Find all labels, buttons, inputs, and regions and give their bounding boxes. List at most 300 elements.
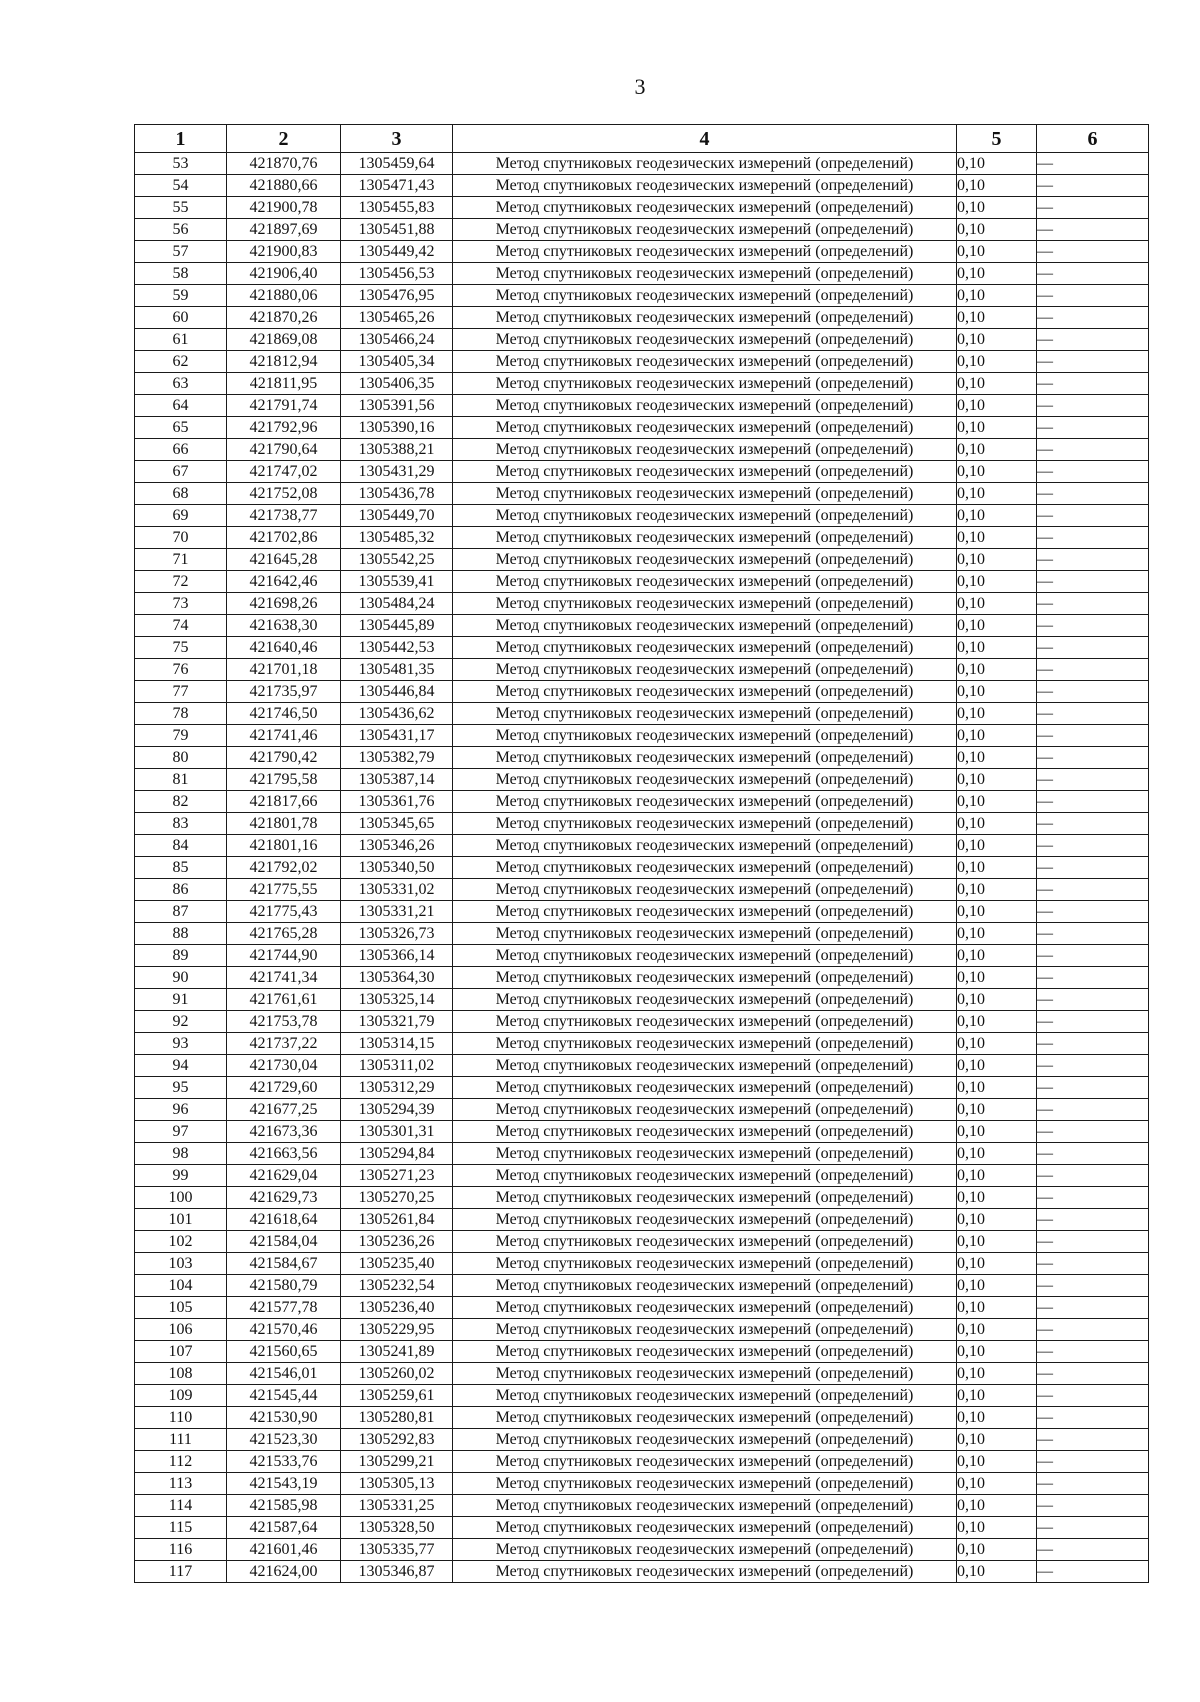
cell-accuracy: 0,10 — [957, 659, 1037, 681]
table-row — [135, 1077, 1149, 1099]
cell-point-number: 81 — [135, 769, 227, 791]
cell-point-number: 87 — [135, 901, 227, 923]
cell-point-number: 106 — [135, 1319, 227, 1341]
cell-accuracy: 0,10 — [957, 373, 1037, 395]
cell-coordinate-x: 421584,67 — [227, 1253, 341, 1275]
table-row — [135, 1429, 1149, 1451]
cell-coordinate-y: 1305271,23 — [341, 1165, 453, 1187]
table-row — [135, 1011, 1149, 1033]
column-header-1: 1 — [135, 125, 227, 153]
cell-coordinate-y: 1305445,89 — [341, 615, 453, 637]
table-row — [135, 505, 1149, 527]
cell-coordinate-y: 1305449,42 — [341, 241, 453, 263]
cell-description: — — [1037, 1297, 1149, 1319]
cell-point-number: 86 — [135, 879, 227, 901]
column-header-5: 5 — [957, 125, 1037, 153]
table-row — [135, 901, 1149, 923]
cell-point-number: 53 — [135, 153, 227, 175]
cell-description: — — [1037, 395, 1149, 417]
cell-method: Метод спутниковых геодезических измерений (определений) — [453, 153, 957, 175]
cell-point-number: 108 — [135, 1363, 227, 1385]
cell-coordinate-x: 421906,40 — [227, 263, 341, 285]
table-row — [135, 879, 1149, 901]
cell-coordinate-x: 421775,55 — [227, 879, 341, 901]
table-row — [135, 373, 1149, 395]
cell-description: — — [1037, 263, 1149, 285]
cell-point-number: 116 — [135, 1539, 227, 1561]
cell-coordinate-x: 421543,19 — [227, 1473, 341, 1495]
cell-method: Метод спутниковых геодезических измерений (определений) — [453, 329, 957, 351]
cell-description: — — [1037, 791, 1149, 813]
cell-description: — — [1037, 1143, 1149, 1165]
cell-method: Метод спутниковых геодезических измерений (определений) — [453, 1187, 957, 1209]
cell-point-number: 93 — [135, 1033, 227, 1055]
cell-method: Метод спутниковых геодезических измерений (определений) — [453, 593, 957, 615]
cell-coordinate-x: 421812,94 — [227, 351, 341, 373]
table-row — [135, 329, 1149, 351]
cell-accuracy: 0,10 — [957, 1517, 1037, 1539]
cell-accuracy: 0,10 — [957, 1539, 1037, 1561]
cell-description: — — [1037, 1121, 1149, 1143]
cell-description: — — [1037, 219, 1149, 241]
cell-method: Метод спутниковых геодезических измерений (определений) — [453, 791, 957, 813]
cell-accuracy: 0,10 — [957, 439, 1037, 461]
column-header-4: 4 — [453, 125, 957, 153]
cell-point-number: 97 — [135, 1121, 227, 1143]
cell-coordinate-x: 421880,06 — [227, 285, 341, 307]
cell-coordinate-x: 421737,22 — [227, 1033, 341, 1055]
cell-description: — — [1037, 461, 1149, 483]
cell-description: — — [1037, 285, 1149, 307]
cell-point-number: 101 — [135, 1209, 227, 1231]
cell-coordinate-x: 421587,64 — [227, 1517, 341, 1539]
cell-coordinate-x: 421880,66 — [227, 175, 341, 197]
cell-method: Метод спутниковых геодезических измерений (определений) — [453, 923, 957, 945]
cell-method: Метод спутниковых геодезических измерений (определений) — [453, 197, 957, 219]
cell-point-number: 113 — [135, 1473, 227, 1495]
cell-coordinate-y: 1305431,17 — [341, 725, 453, 747]
cell-point-number: 61 — [135, 329, 227, 351]
cell-accuracy: 0,10 — [957, 857, 1037, 879]
cell-coordinate-x: 421869,08 — [227, 329, 341, 351]
cell-description: — — [1037, 1517, 1149, 1539]
cell-coordinate-x: 421642,46 — [227, 571, 341, 593]
cell-accuracy: 0,10 — [957, 835, 1037, 857]
cell-point-number: 117 — [135, 1561, 227, 1583]
cell-coordinate-y: 1305366,14 — [341, 945, 453, 967]
cell-description: — — [1037, 857, 1149, 879]
cell-coordinate-x: 421545,44 — [227, 1385, 341, 1407]
cell-coordinate-x: 421530,90 — [227, 1407, 341, 1429]
cell-point-number: 71 — [135, 549, 227, 571]
cell-method: Метод спутниковых геодезических измерений (определений) — [453, 1253, 957, 1275]
cell-point-number: 64 — [135, 395, 227, 417]
cell-coordinate-y: 1305361,76 — [341, 791, 453, 813]
cell-coordinate-y: 1305442,53 — [341, 637, 453, 659]
cell-coordinate-y: 1305449,70 — [341, 505, 453, 527]
cell-point-number: 77 — [135, 681, 227, 703]
cell-accuracy: 0,10 — [957, 351, 1037, 373]
cell-point-number: 75 — [135, 637, 227, 659]
table-row — [135, 1275, 1149, 1297]
table-row — [135, 1495, 1149, 1517]
cell-method: Метод спутниковых геодезических измерений (определений) — [453, 241, 957, 263]
cell-accuracy: 0,10 — [957, 1561, 1037, 1583]
cell-point-number: 95 — [135, 1077, 227, 1099]
cell-description: — — [1037, 593, 1149, 615]
cell-method: Метод спутниковых геодезических измерений (определений) — [453, 967, 957, 989]
cell-method: Метод спутниковых геодезических измерений (определений) — [453, 813, 957, 835]
cell-accuracy: 0,10 — [957, 197, 1037, 219]
cell-accuracy: 0,10 — [957, 549, 1037, 571]
cell-method: Метод спутниковых геодезических измерений (определений) — [453, 1055, 957, 1077]
cell-method: Метод спутниковых геодезических измерений (определений) — [453, 1363, 957, 1385]
cell-description: — — [1037, 1429, 1149, 1451]
cell-method: Метод спутниковых геодезических измерений (определений) — [453, 857, 957, 879]
table-row — [135, 1539, 1149, 1561]
cell-accuracy: 0,10 — [957, 879, 1037, 901]
cell-point-number: 59 — [135, 285, 227, 307]
cell-coordinate-y: 1305340,50 — [341, 857, 453, 879]
cell-description: — — [1037, 1099, 1149, 1121]
cell-description: — — [1037, 769, 1149, 791]
cell-coordinate-x: 421629,04 — [227, 1165, 341, 1187]
cell-accuracy: 0,10 — [957, 945, 1037, 967]
cell-coordinate-x: 421746,50 — [227, 703, 341, 725]
cell-coordinate-x: 421747,02 — [227, 461, 341, 483]
cell-coordinate-y: 1305405,34 — [341, 351, 453, 373]
cell-description: — — [1037, 615, 1149, 637]
cell-accuracy: 0,10 — [957, 175, 1037, 197]
table-row — [135, 285, 1149, 307]
table-row — [135, 835, 1149, 857]
cell-accuracy: 0,10 — [957, 989, 1037, 1011]
cell-method: Метод спутниковых геодезических измерений (определений) — [453, 1143, 957, 1165]
cell-accuracy: 0,10 — [957, 703, 1037, 725]
cell-coordinate-x: 421701,18 — [227, 659, 341, 681]
cell-point-number: 104 — [135, 1275, 227, 1297]
cell-description: — — [1037, 1033, 1149, 1055]
table-row — [135, 857, 1149, 879]
cell-description: — — [1037, 1077, 1149, 1099]
cell-coordinate-x: 421791,74 — [227, 395, 341, 417]
cell-coordinate-x: 421792,96 — [227, 417, 341, 439]
cell-method: Метод спутниковых геодезических измерений (определений) — [453, 637, 957, 659]
cell-point-number: 91 — [135, 989, 227, 1011]
cell-coordinate-y: 1305241,89 — [341, 1341, 453, 1363]
cell-coordinate-x: 421533,76 — [227, 1451, 341, 1473]
cell-point-number: 67 — [135, 461, 227, 483]
table-row — [135, 1187, 1149, 1209]
cell-coordinate-x: 421801,78 — [227, 813, 341, 835]
cell-accuracy: 0,10 — [957, 725, 1037, 747]
cell-method: Метод спутниковых геодезических измерений (определений) — [453, 483, 957, 505]
cell-coordinate-x: 421741,34 — [227, 967, 341, 989]
table-row — [135, 1341, 1149, 1363]
cell-coordinate-y: 1305260,02 — [341, 1363, 453, 1385]
cell-coordinate-x: 421677,25 — [227, 1099, 341, 1121]
cell-coordinate-y: 1305235,40 — [341, 1253, 453, 1275]
cell-coordinate-x: 421585,98 — [227, 1495, 341, 1517]
cell-description: — — [1037, 879, 1149, 901]
cell-point-number: 115 — [135, 1517, 227, 1539]
table-row — [135, 1099, 1149, 1121]
cell-point-number: 58 — [135, 263, 227, 285]
cell-coordinate-y: 1305455,83 — [341, 197, 453, 219]
cell-coordinate-x: 421765,28 — [227, 923, 341, 945]
table-row — [135, 791, 1149, 813]
table-row — [135, 1055, 1149, 1077]
cell-coordinate-x: 421624,00 — [227, 1561, 341, 1583]
cell-accuracy: 0,10 — [957, 1319, 1037, 1341]
cell-description: — — [1037, 505, 1149, 527]
cell-point-number: 88 — [135, 923, 227, 945]
cell-coordinate-y: 1305346,87 — [341, 1561, 453, 1583]
cell-accuracy: 0,10 — [957, 813, 1037, 835]
cell-accuracy: 0,10 — [957, 791, 1037, 813]
table-row — [135, 1143, 1149, 1165]
cell-coordinate-y: 1305294,39 — [341, 1099, 453, 1121]
cell-accuracy: 0,10 — [957, 153, 1037, 175]
cell-method: Метод спутниковых геодезических измерений (определений) — [453, 1517, 957, 1539]
table-row — [135, 527, 1149, 549]
cell-description: — — [1037, 945, 1149, 967]
table-row — [135, 593, 1149, 615]
cell-coordinate-x: 421775,43 — [227, 901, 341, 923]
cell-description: — — [1037, 901, 1149, 923]
cell-description: — — [1037, 549, 1149, 571]
cell-coordinate-y: 1305542,25 — [341, 549, 453, 571]
cell-coordinate-x: 421870,76 — [227, 153, 341, 175]
cell-point-number: 68 — [135, 483, 227, 505]
cell-method: Метод спутниковых геодезических измерений (определений) — [453, 659, 957, 681]
table-row — [135, 1165, 1149, 1187]
cell-method: Метод спутниковых геодезических измерений (определений) — [453, 1033, 957, 1055]
cell-accuracy: 0,10 — [957, 571, 1037, 593]
cell-accuracy: 0,10 — [957, 1473, 1037, 1495]
cell-coordinate-x: 421698,26 — [227, 593, 341, 615]
cell-coordinate-x: 421523,30 — [227, 1429, 341, 1451]
cell-method: Метод спутниковых геодезических измерений (определений) — [453, 769, 957, 791]
cell-description: — — [1037, 1407, 1149, 1429]
cell-description: — — [1037, 637, 1149, 659]
table-row — [135, 241, 1149, 263]
table-row — [135, 571, 1149, 593]
cell-accuracy: 0,10 — [957, 395, 1037, 417]
table-row — [135, 1561, 1149, 1583]
table-row — [135, 967, 1149, 989]
cell-accuracy: 0,10 — [957, 1231, 1037, 1253]
cell-description: — — [1037, 153, 1149, 175]
table-row — [135, 417, 1149, 439]
table-row — [135, 1253, 1149, 1275]
cell-method: Метод спутниковых геодезических измерений (определений) — [453, 1077, 957, 1099]
cell-accuracy: 0,10 — [957, 483, 1037, 505]
cell-coordinate-y: 1305236,26 — [341, 1231, 453, 1253]
table-row — [135, 615, 1149, 637]
cell-description: — — [1037, 1539, 1149, 1561]
cell-accuracy: 0,10 — [957, 285, 1037, 307]
cell-accuracy: 0,10 — [957, 329, 1037, 351]
cell-accuracy: 0,10 — [957, 1297, 1037, 1319]
cell-accuracy: 0,10 — [957, 1209, 1037, 1231]
cell-accuracy: 0,10 — [957, 637, 1037, 659]
cell-coordinate-y: 1305232,54 — [341, 1275, 453, 1297]
table-body — [135, 153, 1149, 1583]
cell-method: Метод спутниковых геодезических измерений (определений) — [453, 989, 957, 1011]
table-row — [135, 1363, 1149, 1385]
column-header-6: 6 — [1037, 125, 1149, 153]
cell-description: — — [1037, 329, 1149, 351]
cell-description: — — [1037, 373, 1149, 395]
cell-coordinate-x: 421640,46 — [227, 637, 341, 659]
cell-coordinate-y: 1305345,65 — [341, 813, 453, 835]
cell-point-number: 98 — [135, 1143, 227, 1165]
table-row — [135, 219, 1149, 241]
table-row — [135, 1121, 1149, 1143]
table-row — [135, 351, 1149, 373]
cell-point-number: 57 — [135, 241, 227, 263]
cell-description: — — [1037, 1561, 1149, 1583]
cell-coordinate-y: 1305481,35 — [341, 659, 453, 681]
cell-coordinate-x: 421817,66 — [227, 791, 341, 813]
cell-point-number: 92 — [135, 1011, 227, 1033]
cell-accuracy: 0,10 — [957, 219, 1037, 241]
cell-method: Метод спутниковых геодезических измерений (определений) — [453, 175, 957, 197]
cell-coordinate-y: 1305312,29 — [341, 1077, 453, 1099]
cell-coordinate-y: 1305465,26 — [341, 307, 453, 329]
table-row — [135, 549, 1149, 571]
cell-coordinate-x: 421702,86 — [227, 527, 341, 549]
cell-point-number: 55 — [135, 197, 227, 219]
cell-description: — — [1037, 197, 1149, 219]
cell-method: Метод спутниковых геодезических измерений (определений) — [453, 219, 957, 241]
coordinates-table — [134, 124, 1149, 1583]
cell-description: — — [1037, 1385, 1149, 1407]
cell-coordinate-x: 421730,04 — [227, 1055, 341, 1077]
cell-point-number: 66 — [135, 439, 227, 461]
cell-accuracy: 0,10 — [957, 1407, 1037, 1429]
table-header-row — [135, 125, 1149, 153]
cell-coordinate-y: 1305236,40 — [341, 1297, 453, 1319]
cell-accuracy: 0,10 — [957, 1077, 1037, 1099]
cell-coordinate-x: 421900,78 — [227, 197, 341, 219]
cell-method: Метод спутниковых геодезических измерений (определений) — [453, 527, 957, 549]
cell-accuracy: 0,10 — [957, 747, 1037, 769]
cell-method: Метод спутниковых геодезических измерений (определений) — [453, 1209, 957, 1231]
table-row — [135, 263, 1149, 285]
cell-accuracy: 0,10 — [957, 901, 1037, 923]
cell-point-number: 89 — [135, 945, 227, 967]
table-row — [135, 681, 1149, 703]
cell-coordinate-x: 421744,90 — [227, 945, 341, 967]
cell-point-number: 54 — [135, 175, 227, 197]
cell-point-number: 63 — [135, 373, 227, 395]
cell-coordinate-y: 1305436,78 — [341, 483, 453, 505]
cell-accuracy: 0,10 — [957, 1055, 1037, 1077]
cell-point-number: 105 — [135, 1297, 227, 1319]
table-row — [135, 923, 1149, 945]
table-row — [135, 439, 1149, 461]
cell-method: Метод спутниковых геодезических измерений (определений) — [453, 1165, 957, 1187]
cell-coordinate-x: 421570,46 — [227, 1319, 341, 1341]
cell-point-number: 103 — [135, 1253, 227, 1275]
table-row — [135, 769, 1149, 791]
table-row — [135, 725, 1149, 747]
cell-method: Метод спутниковых геодезических измерений (определений) — [453, 1341, 957, 1363]
page-number: 3 — [634, 74, 646, 99]
cell-method: Метод спутниковых геодезических измерений (определений) — [453, 439, 957, 461]
cell-point-number: 70 — [135, 527, 227, 549]
table-row — [135, 1209, 1149, 1231]
cell-point-number: 96 — [135, 1099, 227, 1121]
cell-accuracy: 0,10 — [957, 615, 1037, 637]
cell-coordinate-y: 1305270,25 — [341, 1187, 453, 1209]
cell-accuracy: 0,10 — [957, 593, 1037, 615]
cell-description: — — [1037, 813, 1149, 835]
cell-coordinate-x: 421584,04 — [227, 1231, 341, 1253]
column-header-2: 2 — [227, 125, 341, 153]
cell-accuracy: 0,10 — [957, 1451, 1037, 1473]
cell-coordinate-y: 1305436,62 — [341, 703, 453, 725]
table-row — [135, 483, 1149, 505]
table-row — [135, 1297, 1149, 1319]
cell-coordinate-y: 1305301,31 — [341, 1121, 453, 1143]
cell-accuracy: 0,10 — [957, 1385, 1037, 1407]
cell-description: — — [1037, 1473, 1149, 1495]
cell-accuracy: 0,10 — [957, 527, 1037, 549]
cell-point-number: 72 — [135, 571, 227, 593]
cell-coordinate-x: 421870,26 — [227, 307, 341, 329]
cell-description: — — [1037, 241, 1149, 263]
cell-point-number: 76 — [135, 659, 227, 681]
cell-accuracy: 0,10 — [957, 1011, 1037, 1033]
cell-coordinate-x: 421546,01 — [227, 1363, 341, 1385]
cell-description: — — [1037, 1495, 1149, 1517]
cell-description: — — [1037, 307, 1149, 329]
cell-description: — — [1037, 1363, 1149, 1385]
cell-accuracy: 0,10 — [957, 1341, 1037, 1363]
cell-accuracy: 0,10 — [957, 1495, 1037, 1517]
cell-coordinate-x: 421663,56 — [227, 1143, 341, 1165]
cell-coordinate-y: 1305305,13 — [341, 1473, 453, 1495]
cell-point-number: 78 — [135, 703, 227, 725]
cell-coordinate-y: 1305382,79 — [341, 747, 453, 769]
cell-method: Метод спутниковых геодезических измерений (определений) — [453, 1231, 957, 1253]
cell-coordinate-x: 421735,97 — [227, 681, 341, 703]
cell-method: Метод спутниковых геодезических измерений (определений) — [453, 1539, 957, 1561]
cell-coordinate-y: 1305321,79 — [341, 1011, 453, 1033]
cell-point-number: 102 — [135, 1231, 227, 1253]
cell-accuracy: 0,10 — [957, 1143, 1037, 1165]
cell-description: — — [1037, 967, 1149, 989]
cell-method: Метод спутниковых геодезических измерений (определений) — [453, 571, 957, 593]
cell-point-number: 80 — [135, 747, 227, 769]
cell-description: — — [1037, 703, 1149, 725]
cell-method: Метод спутниковых геодезических измерений (определений) — [453, 549, 957, 571]
cell-description: — — [1037, 1209, 1149, 1231]
cell-accuracy: 0,10 — [957, 681, 1037, 703]
cell-method: Метод спутниковых геодезических измерений (определений) — [453, 945, 957, 967]
cell-method: Метод спутниковых геодезических измерений (определений) — [453, 395, 957, 417]
cell-coordinate-x: 421601,46 — [227, 1539, 341, 1561]
cell-accuracy: 0,10 — [957, 1165, 1037, 1187]
cell-coordinate-x: 421629,73 — [227, 1187, 341, 1209]
cell-coordinate-x: 421618,64 — [227, 1209, 341, 1231]
cell-point-number: 112 — [135, 1451, 227, 1473]
cell-description: — — [1037, 527, 1149, 549]
table-row — [135, 659, 1149, 681]
